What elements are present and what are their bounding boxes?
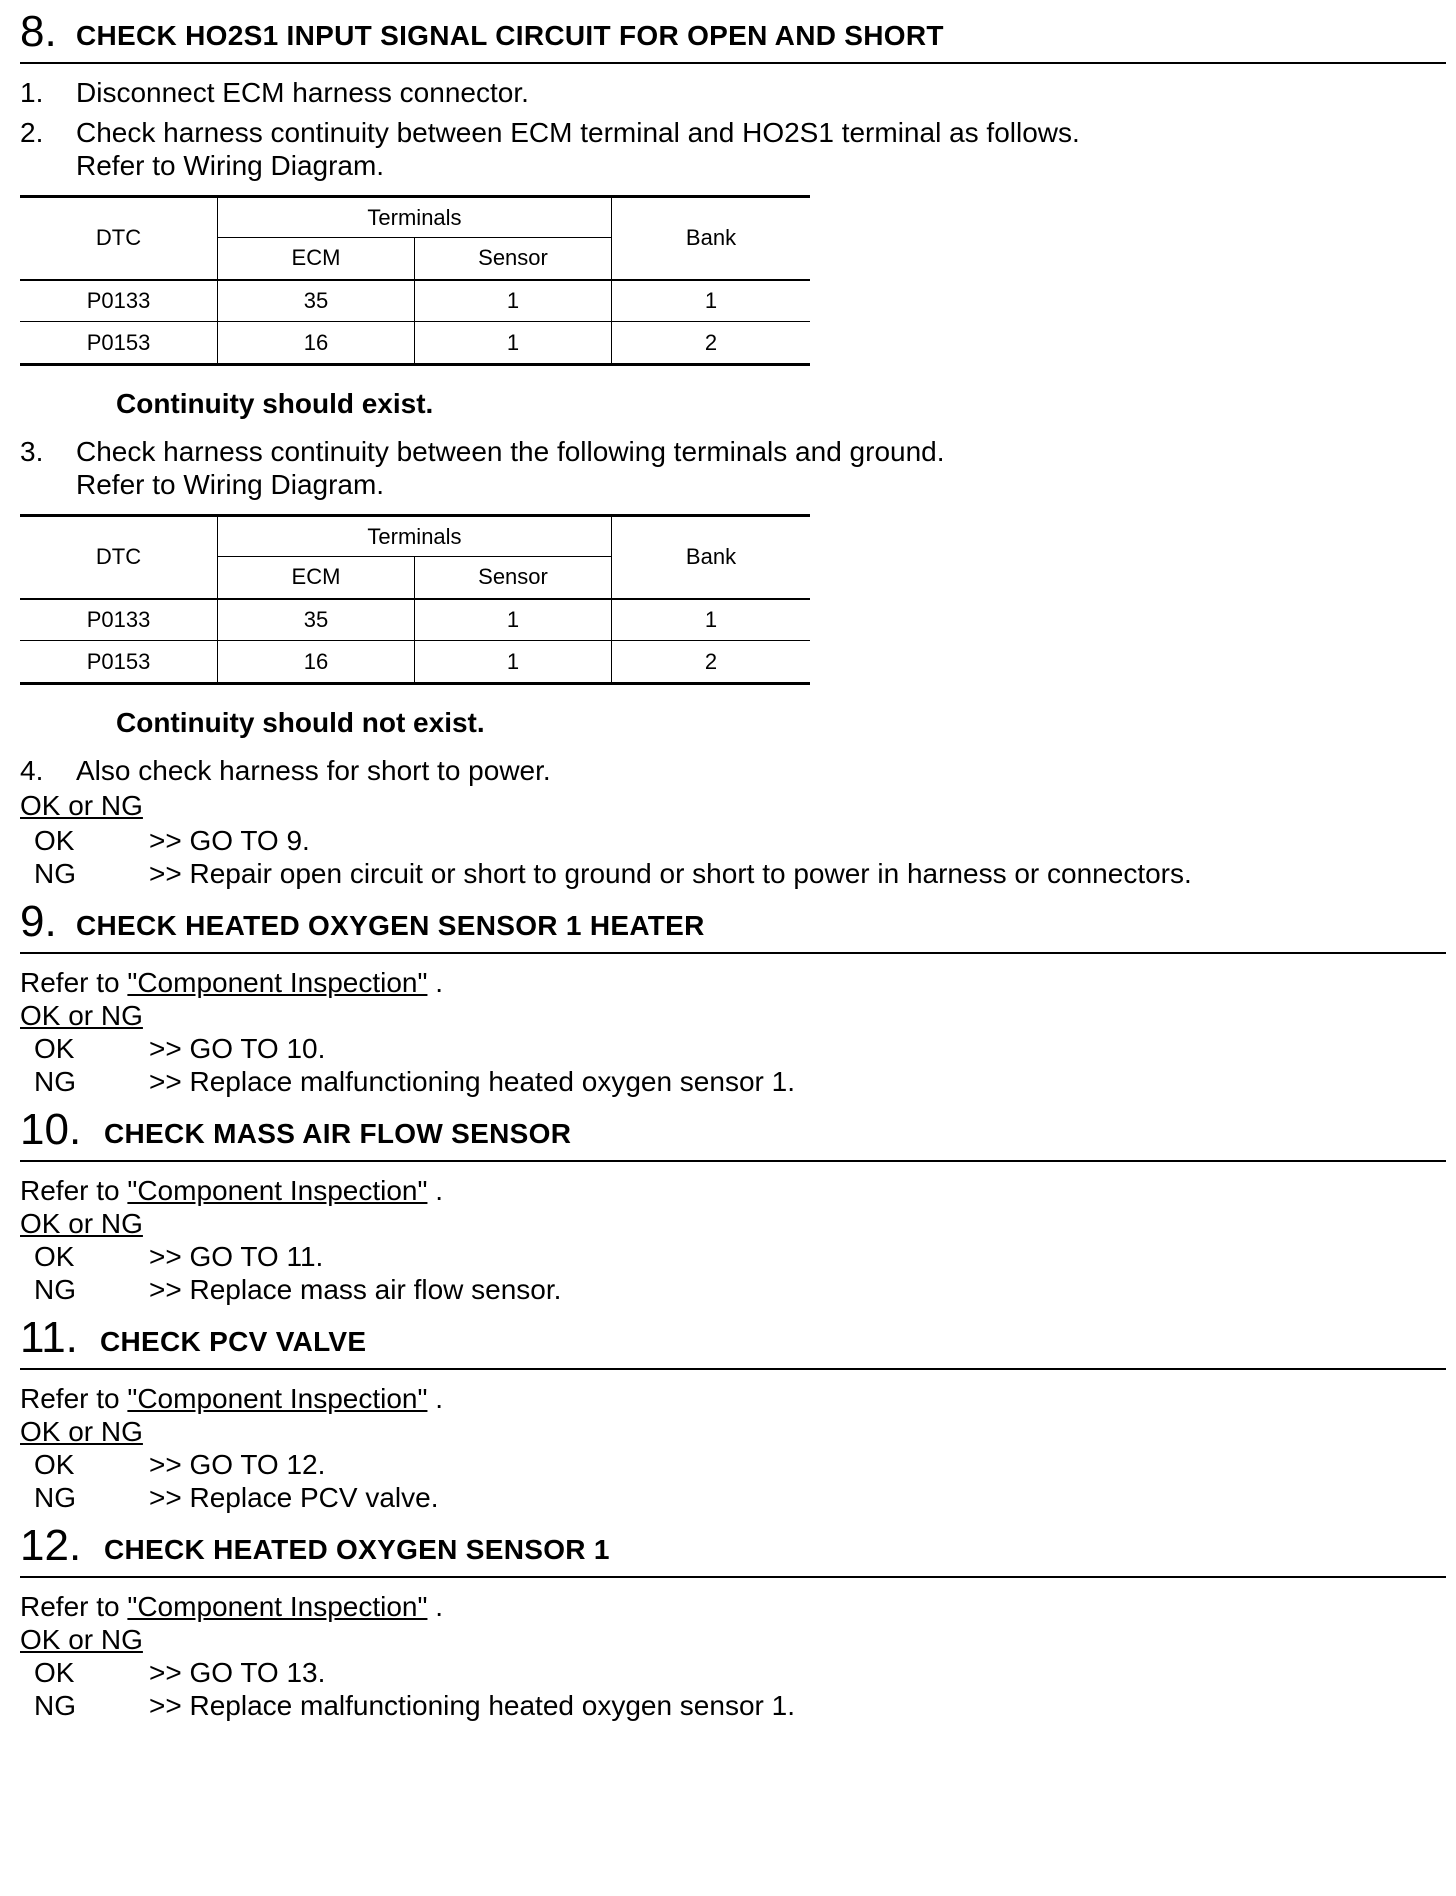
ok-or-ng-label: OK or NG bbox=[20, 1416, 143, 1447]
instruction-item bbox=[20, 116, 1446, 182]
header-ecm: ECM bbox=[218, 238, 415, 280]
step-title: CHECK HO2S1 INPUT SIGNAL CIRCUIT FOR OPEN AND SHORT bbox=[76, 20, 944, 51]
ok-action: >> GO TO 12. bbox=[149, 1449, 326, 1480]
step-title: CHECK MASS AIR FLOW SENSOR bbox=[104, 1118, 572, 1149]
component-inspection-link[interactable]: "Component Inspection" bbox=[127, 967, 428, 998]
ok-action: >> GO TO 9. bbox=[149, 825, 310, 856]
ng-row bbox=[20, 1481, 1446, 1514]
component-inspection-link[interactable]: "Component Inspection" bbox=[127, 1591, 428, 1622]
ng-row bbox=[20, 857, 1446, 890]
header-bank: Bank bbox=[612, 516, 811, 599]
instruction-item bbox=[20, 435, 1446, 501]
ng-row bbox=[20, 1689, 1446, 1722]
result-block bbox=[20, 1448, 1446, 1514]
continuity-table bbox=[20, 195, 810, 366]
component-inspection-link[interactable]: "Component Inspection" bbox=[127, 1383, 428, 1414]
header-bank: Bank bbox=[612, 197, 811, 280]
ok-row bbox=[20, 1032, 1446, 1065]
ng-key: NG bbox=[34, 1274, 76, 1305]
ok-action: >> GO TO 10. bbox=[149, 1033, 326, 1064]
ok-or-ng-label: OK or NG bbox=[20, 790, 143, 821]
ng-key: NG bbox=[34, 1690, 76, 1721]
refer-text: Refer to bbox=[20, 1383, 120, 1414]
step-9-header bbox=[20, 890, 1446, 954]
header-terminals: Terminals bbox=[218, 516, 612, 557]
header-terminals: Terminals bbox=[218, 197, 612, 238]
step-number: 12. bbox=[20, 1521, 82, 1570]
step-title: CHECK HEATED OXYGEN SENSOR 1 HEATER bbox=[76, 910, 705, 941]
step-12-header bbox=[20, 1514, 1446, 1578]
item-number: 1. bbox=[20, 77, 44, 108]
step-number: 8. bbox=[20, 7, 57, 56]
ok-row bbox=[20, 1448, 1446, 1481]
header-ecm: ECM bbox=[218, 557, 415, 599]
cell-ecm: 16 bbox=[218, 641, 415, 684]
step-10-header bbox=[20, 1098, 1446, 1162]
refer-text: Refer to bbox=[20, 1175, 120, 1206]
cell-bank: 1 bbox=[612, 280, 811, 322]
step-number: 11. bbox=[20, 1313, 78, 1362]
ng-action: >> Replace malfunctioning heated oxygen sensor 1. bbox=[149, 1690, 795, 1721]
refer-text: Refer to bbox=[20, 1591, 120, 1622]
ng-key: NG bbox=[34, 858, 76, 889]
table-row bbox=[20, 322, 810, 365]
ok-row bbox=[20, 1240, 1446, 1273]
item-number: 2. bbox=[20, 117, 44, 148]
result-block bbox=[20, 1240, 1446, 1306]
instruction-item bbox=[20, 76, 1446, 109]
ng-row bbox=[20, 1273, 1446, 1306]
cell-bank: 2 bbox=[612, 322, 811, 365]
header-dtc: DTC bbox=[20, 197, 218, 280]
ng-action: >> Replace mass air flow sensor. bbox=[149, 1274, 562, 1305]
refer-period: . bbox=[435, 1591, 444, 1622]
ok-row bbox=[20, 824, 1446, 857]
ok-or-ng-label: OK or NG bbox=[20, 1208, 143, 1239]
table-row bbox=[20, 641, 810, 684]
refer-text: Refer to bbox=[20, 967, 120, 998]
ok-action: >> GO TO 11. bbox=[149, 1241, 324, 1272]
continuity-table bbox=[20, 514, 810, 685]
item-text: Disconnect ECM harness connector. bbox=[76, 77, 529, 108]
ng-key: NG bbox=[34, 1066, 76, 1097]
step-number: 10. bbox=[20, 1105, 82, 1154]
refer-line bbox=[20, 1382, 1446, 1415]
refer-period: . bbox=[435, 1175, 444, 1206]
cell-bank: 1 bbox=[612, 599, 811, 641]
cell-dtc: P0133 bbox=[20, 599, 218, 641]
result-block bbox=[20, 1656, 1446, 1722]
cell-dtc: P0153 bbox=[20, 641, 218, 684]
instruction-item bbox=[20, 754, 1446, 787]
refer-line bbox=[20, 966, 1446, 999]
cell-sensor: 1 bbox=[415, 322, 612, 365]
item-number: 4. bbox=[20, 755, 44, 786]
cell-sensor: 1 bbox=[415, 280, 612, 322]
step-title: CHECK PCV VALVE bbox=[100, 1326, 367, 1357]
component-inspection-link[interactable]: "Component Inspection" bbox=[127, 1175, 428, 1206]
ok-key: OK bbox=[34, 1657, 75, 1688]
refer-line bbox=[20, 1174, 1446, 1207]
item-text: Check harness continuity between the following terminals and ground. bbox=[76, 436, 945, 467]
step-11-header bbox=[20, 1306, 1446, 1370]
item-text: Check harness continuity between ECM terminal and HO2S1 terminal as follows. bbox=[76, 117, 1080, 148]
result-block bbox=[20, 1032, 1446, 1098]
ok-key: OK bbox=[34, 1241, 75, 1272]
ng-action: >> Replace PCV valve. bbox=[149, 1482, 439, 1513]
ok-or-ng-label: OK or NG bbox=[20, 1624, 143, 1655]
ng-row bbox=[20, 1065, 1446, 1098]
ng-action: >> Replace malfunctioning heated oxygen sensor 1. bbox=[149, 1066, 795, 1097]
ok-action: >> GO TO 13. bbox=[149, 1657, 326, 1688]
header-sensor: Sensor bbox=[415, 238, 612, 280]
ok-row bbox=[20, 1656, 1446, 1689]
cell-ecm: 16 bbox=[218, 322, 415, 365]
continuity-note: Continuity should not exist. bbox=[116, 707, 485, 738]
step-title: CHECK HEATED OXYGEN SENSOR 1 bbox=[104, 1534, 610, 1565]
ok-key: OK bbox=[34, 1033, 75, 1064]
refer-period: . bbox=[435, 1383, 444, 1414]
cell-ecm: 35 bbox=[218, 280, 415, 322]
result-block bbox=[20, 824, 1446, 890]
cell-sensor: 1 bbox=[415, 599, 612, 641]
cell-dtc: P0133 bbox=[20, 280, 218, 322]
item-subtext: Refer to Wiring Diagram. bbox=[76, 150, 385, 181]
item-number: 3. bbox=[20, 436, 44, 467]
step-8-header bbox=[20, 0, 1446, 64]
ok-or-ng-label: OK or NG bbox=[20, 1000, 143, 1031]
cell-dtc: P0153 bbox=[20, 322, 218, 365]
item-text: Also check harness for short to power. bbox=[76, 755, 551, 786]
header-dtc: DTC bbox=[20, 516, 218, 599]
service-manual-page bbox=[20, 0, 1446, 1722]
header-sensor: Sensor bbox=[415, 557, 612, 599]
table-row bbox=[20, 599, 810, 641]
cell-bank: 2 bbox=[612, 641, 811, 684]
table-row bbox=[20, 280, 810, 322]
ok-key: OK bbox=[34, 825, 75, 856]
ng-action: >> Repair open circuit or short to ground or short to power in harness or connectors. bbox=[149, 858, 1192, 889]
continuity-note: Continuity should exist. bbox=[116, 388, 434, 419]
item-subtext: Refer to Wiring Diagram. bbox=[76, 469, 385, 500]
ng-key: NG bbox=[34, 1482, 76, 1513]
ok-key: OK bbox=[34, 1449, 75, 1480]
refer-period: . bbox=[435, 967, 444, 998]
cell-ecm: 35 bbox=[218, 599, 415, 641]
step-number: 9. bbox=[20, 897, 57, 946]
cell-sensor: 1 bbox=[415, 641, 612, 684]
refer-line bbox=[20, 1590, 1446, 1623]
